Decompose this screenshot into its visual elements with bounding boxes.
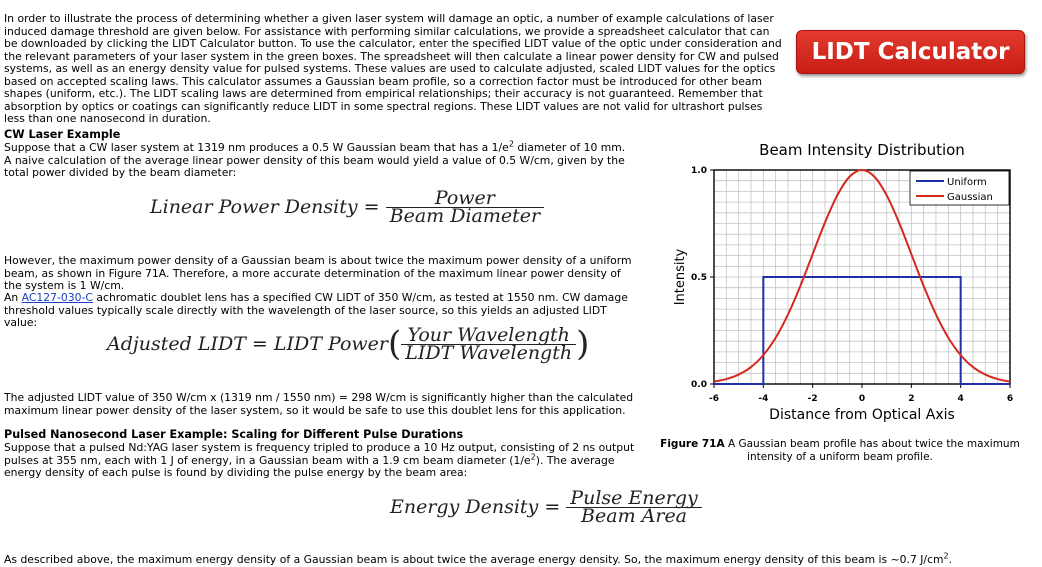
legend-label-uniform: Uniform [947,177,987,188]
pulsed-paragraph-1: Suppose that a pulsed Nd:YAG laser system is frequency tripled to produce a 10 Hz output, consisting of 2 ns output pulses at 355 nm, each with 1 J of energy, in a Gaussian beam with a 1.9 cm beam diameter $(1/e^2)$. The average energy density of each pulse is found by dividing the pulse energy by the beam area: [4,441,635,479]
beam-intensity-chart [665,138,1035,428]
x-tick-label: 6 [1006,394,1014,404]
ac127-030-c-link[interactable]: AC127-030-C [21,291,93,304]
energy-density-equation: Energy Density = $\frac{\text{Pulse Energy}}{\text{Beam Area}}$ [390,492,702,522]
intro-paragraph: In order to illustrate the process of determining whether a given laser system will damage an optic, a number of example calculations of laser induced damage threshold are given below. For assistance with performing similar calculations, we provide a spreadsheet calculator that can be downloaded by clicking the LIDT Calculator button. To use the calculator, enter the specified LIDT value of the optic under consideration and the relevant parameters of your laser system in the green boxes. The spreadsheet will then calculate a linear power density for CW and pulsed systems, as well as an energy density value for pulsed systems. These values are used to calculate adjusted, scaled LIDT values for the optics based on accepted scaling laws. This calculator assumes a Gaussian beam profile, so a correction factor must be introduced for other beam shapes (uniform, etc.). The LIDT scaling laws are determined from empirical relationships; their accuracy is not guaranteed. Remember that absorption by optics or coatings can significantly reduce LIDT in some spectral regions. These LIDT values are not valid for ultrashort pulses less than one nanosecond in duration. [4,12,782,125]
equation-denominator: Beam Area [581,504,688,527]
y-tick-label: 0.0 [691,380,707,390]
x-tick-label: 0 [858,394,866,404]
pulsed-heading: Pulsed Nanosecond Laser Example: Scaling for Different Pulse Durations [4,428,464,441]
cw-heading: CW Laser Example [4,128,121,141]
pulsed-paragraph-2: As described above, the maximum energy density of a Gaussian beam is about twice the average energy density. So, the maximum energy density of this beam is ~0.7 $J/cm^2$. [4,551,953,566]
equation-numerator: Pulse Energy [566,492,701,508]
equation-denominator: Beam Diameter [389,204,541,227]
cw-paragraph-2: However, the maximum power density of a Gaussian beam is about twice the maximum power density of a uniform beam, as shown in Figure 71A. Therefore, a more accurate determination of the maximum linear power density of the system is 1 W/cm. [4,254,632,292]
figure-caption: Figure 71A A Gaussian beam profile has about twice the maximum intensity of a uniform beam profile. [660,438,1020,463]
equation-denominator: LIDT Wavelength [405,341,573,364]
equation-numerator: Power [386,192,544,208]
y-tick-label: 0.5 [691,273,707,283]
y-tick-label: 1.0 [691,166,707,176]
x-axis-label: Distance from Optical Axis [769,407,955,423]
linear-power-density-equation: Linear Power Density = $\frac{\text{Power}}{\text{Beam Diameter}}$ [150,192,544,222]
cw-paragraph-3: An AC127-030-C achromatic doublet lens has a specified CW LIDT of 350 W/cm, as tested at 1550 nm. CW damage threshold values typically scale directly with the wavelength of the laser source, so this yields an adjusted LIDT value: [4,291,628,329]
chart-title: Beam Intensity Distribution [759,141,965,159]
figure-label: Figure 71A [660,438,725,450]
x-tick-label: -6 [709,394,719,404]
x-tick-label: -2 [807,394,818,404]
cw-paragraph-1: Suppose that a CW laser system at 1319 nm produces a 0.5 W Gaussian beam that has a $1/e^2$ diameter of 10 mm. A naive calculation of the average linear power density of this beam would yield a value of 0.5 W/cm, given by the total power divided by the beam diameter: [4,139,626,179]
equation-numerator: Your Wavelength [401,329,576,345]
x-tick-label: 2 [908,394,915,404]
lidt-calculator-button[interactable]: LIDT Calculator [796,30,1025,74]
cw-paragraph-4: The adjusted LIDT value of 350 W/cm x (1319 nm / 1550 nm) = 298 W/cm is significantly higher than the calculated maximum linear power density of the laser system, so it would be safe to use this doublet lens for this application. [4,391,634,417]
y-axis-label: Intensity [673,248,688,306]
legend-label-gaussian: Gaussian [947,192,993,203]
x-tick-label: 4 [957,394,964,404]
x-tick-label: -4 [758,394,769,404]
adjusted-lidt-equation: Adjusted LIDT = LIDT Power( $\frac{\text{Your Wavelength}}{\text{LIDT Wavelength}}$ ) [107,323,590,364]
